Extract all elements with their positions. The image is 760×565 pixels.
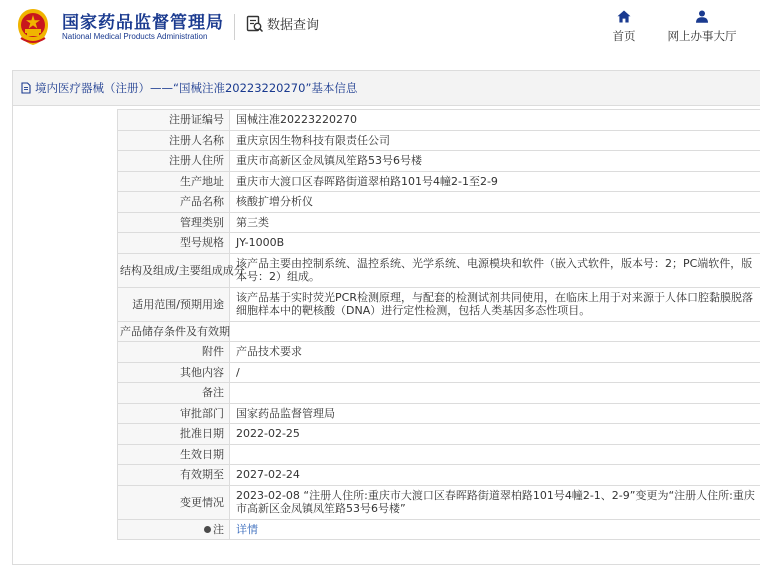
table-row bbox=[118, 110, 760, 131]
logo-title: 国家药品监督管理局 bbox=[62, 13, 224, 33]
field-label: 审批部门 bbox=[118, 403, 230, 424]
detail-panel bbox=[12, 70, 760, 565]
table-row bbox=[118, 465, 760, 486]
field-label: 产品储存条件及有效期 bbox=[118, 321, 230, 342]
document-icon bbox=[20, 82, 32, 94]
field-value: 该产品主要由控制系统、温控系统、光学系统、电源模块和软件（嵌入式软件，版本号：2；PC端软件，版本号：2）组成。 bbox=[230, 253, 760, 287]
field-label: 适用范围/预期用途 bbox=[118, 287, 230, 321]
field-value: / bbox=[230, 362, 760, 383]
detail-table bbox=[117, 109, 760, 540]
field-label: 注册证编号 bbox=[118, 110, 230, 131]
field-label: 型号规格 bbox=[118, 233, 230, 254]
table-row bbox=[118, 130, 760, 151]
field-label: 其他内容 bbox=[118, 362, 230, 383]
field-label: 注册人名称 bbox=[118, 130, 230, 151]
table-row bbox=[118, 287, 760, 321]
table-row bbox=[118, 519, 760, 540]
field-value: 2027-02-24 bbox=[230, 465, 760, 486]
bulb-icon bbox=[204, 526, 211, 533]
field-value: JY-1000B bbox=[230, 233, 760, 254]
panel-title-bar bbox=[13, 71, 760, 106]
field-label: 管理类别 bbox=[118, 212, 230, 233]
field-value: 重庆京因生物科技有限责任公司 bbox=[230, 130, 760, 151]
field-value: 核酸扩增分析仪 bbox=[230, 192, 760, 213]
field-value: 该产品基于实时荧光PCR检测原理，与配套的检测试剂共同使用，在临床上用于对来源于人体口腔黏膜脱落细胞样本中的靶核酸（DNA）进行定性检测，包括人类基因多态性项目。 bbox=[230, 287, 760, 321]
field-value: 重庆市高新区金凤镇凤笙路53号6号楼 bbox=[230, 151, 760, 172]
emblem-icon bbox=[16, 8, 50, 46]
table-row bbox=[118, 424, 760, 445]
field-label bbox=[118, 519, 230, 540]
field-label: 注册人住所 bbox=[118, 151, 230, 172]
note-label-text: 注 bbox=[213, 522, 224, 536]
header-divider bbox=[234, 14, 235, 40]
table-row bbox=[118, 212, 760, 233]
details-link[interactable]: 详情 bbox=[236, 522, 258, 536]
person-icon bbox=[695, 10, 709, 23]
home-icon bbox=[617, 10, 631, 23]
table-row bbox=[118, 233, 760, 254]
table-row bbox=[118, 192, 760, 213]
field-value bbox=[230, 444, 760, 465]
nav-online-hall-label: 网上办事大厅 bbox=[667, 29, 737, 43]
data-query-link[interactable] bbox=[246, 14, 319, 33]
data-query-label: 数据查询 bbox=[267, 18, 320, 33]
panel-title: 境内医疗器械（注册）——“国械注准20223220270”基本信息 bbox=[35, 81, 358, 95]
field-value: 2023-02-08 “注册人住所:重庆市大渡口区春晖路街道翠柏路101号4幢2-1、2-9”变更为“注册人住所:重庆市高新区金凤镇凤笙路53号6号楼” bbox=[230, 485, 760, 519]
logo-subtitle: National Medical Products Administration bbox=[62, 32, 208, 41]
nav-home[interactable] bbox=[603, 10, 645, 44]
table-row bbox=[118, 383, 760, 404]
field-label: 结构及组成/主要组成成分 bbox=[118, 253, 230, 287]
field-value: 第三类 bbox=[230, 212, 760, 233]
field-value: 产品技术要求 bbox=[230, 342, 760, 363]
nav-home-label: 首页 bbox=[612, 29, 636, 43]
field-label: 变更情况 bbox=[118, 485, 230, 519]
table-row bbox=[118, 253, 760, 287]
field-label: 有效期至 bbox=[118, 465, 230, 486]
field-label: 批准日期 bbox=[118, 424, 230, 445]
field-label: 生产地址 bbox=[118, 171, 230, 192]
table-row bbox=[118, 321, 760, 342]
field-value: 国械注准20223220270 bbox=[230, 110, 760, 131]
data-query-icon bbox=[246, 15, 264, 33]
table-row bbox=[118, 444, 760, 465]
table-row bbox=[118, 362, 760, 383]
table-row bbox=[118, 342, 760, 363]
field-value: 国家药品监督管理局 bbox=[230, 403, 760, 424]
table-row bbox=[118, 485, 760, 519]
field-label: 生效日期 bbox=[118, 444, 230, 465]
field-label: 附件 bbox=[118, 342, 230, 363]
field-value bbox=[230, 321, 760, 342]
table-row bbox=[118, 171, 760, 192]
nav-online-hall[interactable] bbox=[660, 10, 744, 44]
note-label bbox=[204, 523, 224, 536]
field-value: 重庆市大渡口区春晖路街道翠柏路101号4幢2-1至2-9 bbox=[230, 171, 760, 192]
field-label: 产品名称 bbox=[118, 192, 230, 213]
table-row bbox=[118, 403, 760, 424]
field-label: 备注 bbox=[118, 383, 230, 404]
table-row bbox=[118, 151, 760, 172]
field-value bbox=[230, 519, 760, 540]
field-value: 2022-02-25 bbox=[230, 424, 760, 445]
field-value bbox=[230, 383, 760, 404]
site-header bbox=[0, 0, 760, 62]
